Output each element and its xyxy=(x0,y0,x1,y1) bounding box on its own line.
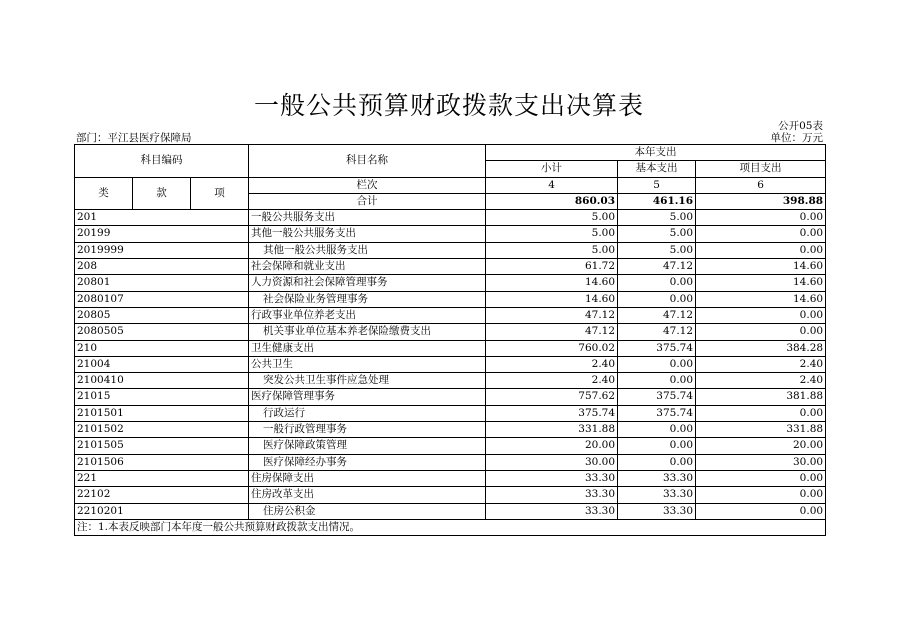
row-code: 201 xyxy=(75,210,249,226)
row-project: 0.00 xyxy=(696,226,826,242)
row-name: 住房公积金 xyxy=(249,503,486,519)
row-code: 221 xyxy=(75,470,249,486)
department-label: 部门：平江县医疗保障局 xyxy=(76,132,192,144)
row-basic: 47.12 xyxy=(618,324,696,340)
row-subtotal: 33.30 xyxy=(486,503,618,519)
row-basic: 0.00 xyxy=(618,356,696,372)
row-basic: 47.12 xyxy=(618,307,696,323)
table-row xyxy=(75,503,826,519)
table-row xyxy=(75,275,826,291)
header-project: 项目支出 xyxy=(696,161,826,177)
row-project: 2.40 xyxy=(696,356,826,372)
row-basic: 0.00 xyxy=(618,438,696,454)
row-name: 一般行政管理事务 xyxy=(249,422,486,438)
row-basic: 375.74 xyxy=(618,340,696,356)
table-footer xyxy=(75,519,826,535)
table-row xyxy=(75,438,826,454)
row-name: 医疗保障政策管理 xyxy=(249,438,486,454)
table-row xyxy=(75,210,826,226)
header-xiang: 项 xyxy=(191,177,249,210)
table-row xyxy=(75,422,826,438)
row-subtotal: 47.12 xyxy=(486,324,618,340)
row-project: 0.00 xyxy=(696,405,826,421)
row-basic: 5.00 xyxy=(618,242,696,258)
row-subtotal: 5.00 xyxy=(486,210,618,226)
page-title: 一般公共预算财政拨款支出决算表 xyxy=(253,91,644,120)
row-subtotal: 20.00 xyxy=(486,438,618,454)
header-basic: 基本支出 xyxy=(618,161,696,177)
table-row xyxy=(75,373,826,389)
header-subtotal: 小计 xyxy=(486,161,618,177)
total-basic: 461.16 xyxy=(618,193,696,209)
row-project: 0.00 xyxy=(696,470,826,486)
row-name: 行政事业单位养老支出 xyxy=(249,307,486,323)
row-name: 行政运行 xyxy=(249,405,486,421)
row-code: 2100410 xyxy=(75,373,249,389)
row-name: 机关事业单位基本养老保险缴费支出 xyxy=(249,324,486,340)
row-basic: 5.00 xyxy=(618,226,696,242)
row-project: 381.88 xyxy=(696,389,826,405)
row-project: 0.00 xyxy=(696,487,826,503)
header-subject-code: 科目编码 xyxy=(75,145,249,178)
table-body xyxy=(75,210,826,520)
row-project: 0.00 xyxy=(696,503,826,519)
row-name: 卫生健康支出 xyxy=(249,340,486,356)
header-col6: 6 xyxy=(696,177,826,193)
header-col5: 5 xyxy=(618,177,696,193)
table-row xyxy=(75,307,826,323)
row-basic: 0.00 xyxy=(618,454,696,470)
row-basic: 5.00 xyxy=(618,210,696,226)
row-subtotal: 5.00 xyxy=(486,226,618,242)
row-project: 30.00 xyxy=(696,454,826,470)
row-name: 住房保障支出 xyxy=(249,470,486,486)
row-project: 0.00 xyxy=(696,210,826,226)
row-name: 社会保险业务管理事务 xyxy=(249,291,486,307)
row-basic: 33.30 xyxy=(618,470,696,486)
row-subtotal: 2.40 xyxy=(486,356,618,372)
row-basic: 47.12 xyxy=(618,259,696,275)
row-code: 2101505 xyxy=(75,438,249,454)
row-subtotal: 33.30 xyxy=(486,487,618,503)
table-note: 注：1.本表反映部门本年度一般公共预算财政拨款支出情况。 xyxy=(75,519,826,535)
row-code: 20805 xyxy=(75,307,249,323)
header-col4: 4 xyxy=(486,177,618,193)
total-project: 398.88 xyxy=(696,193,826,209)
row-basic: 375.74 xyxy=(618,389,696,405)
row-code: 210 xyxy=(75,340,249,356)
row-basic: 0.00 xyxy=(618,291,696,307)
row-name: 突发公共卫生事件应急处理 xyxy=(249,373,486,389)
table-row xyxy=(75,226,826,242)
row-name: 医疗保障经办事务 xyxy=(249,454,486,470)
row-subtotal: 47.12 xyxy=(486,307,618,323)
table-row xyxy=(75,454,826,470)
row-subtotal: 61.72 xyxy=(486,259,618,275)
row-name: 公共卫生 xyxy=(249,356,486,372)
row-code: 2080107 xyxy=(75,291,249,307)
table-row xyxy=(75,340,826,356)
header-column-label: 栏次 xyxy=(249,177,486,193)
row-subtotal: 14.60 xyxy=(486,291,618,307)
table-row xyxy=(75,291,826,307)
total-subtotal: 860.03 xyxy=(486,193,618,209)
row-code: 2210201 xyxy=(75,503,249,519)
row-subtotal: 33.30 xyxy=(486,470,618,486)
row-name: 其他一般公共服务支出 xyxy=(249,226,486,242)
row-code: 21015 xyxy=(75,389,249,405)
row-name: 医疗保障管理事务 xyxy=(249,389,486,405)
row-subtotal: 757.62 xyxy=(486,389,618,405)
row-subtotal: 331.88 xyxy=(486,422,618,438)
row-project: 0.00 xyxy=(696,307,826,323)
table-row xyxy=(75,242,826,258)
row-code: 208 xyxy=(75,259,249,275)
table-row xyxy=(75,470,826,486)
table-row xyxy=(75,487,826,503)
row-project: 384.28 xyxy=(696,340,826,356)
table-row xyxy=(75,259,826,275)
table-row xyxy=(75,405,826,421)
row-code: 20199 xyxy=(75,226,249,242)
row-code: 2101502 xyxy=(75,422,249,438)
row-code: 2101506 xyxy=(75,454,249,470)
row-subtotal: 14.60 xyxy=(486,275,618,291)
table-row xyxy=(75,356,826,372)
row-code: 20801 xyxy=(75,275,249,291)
row-basic: 0.00 xyxy=(618,275,696,291)
row-code: 22102 xyxy=(75,487,249,503)
table-header xyxy=(75,145,826,210)
row-code: 2019999 xyxy=(75,242,249,258)
row-project: 0.00 xyxy=(696,324,826,340)
row-subtotal: 375.74 xyxy=(486,405,618,421)
row-subtotal: 5.00 xyxy=(486,242,618,258)
row-subtotal: 760.02 xyxy=(486,340,618,356)
header-subject-name: 科目名称 xyxy=(249,145,486,178)
row-name: 住房改革支出 xyxy=(249,487,486,503)
row-name: 一般公共服务支出 xyxy=(249,210,486,226)
row-project: 14.60 xyxy=(696,259,826,275)
row-project: 14.60 xyxy=(696,291,826,307)
row-subtotal: 2.40 xyxy=(486,373,618,389)
table-row xyxy=(75,324,826,340)
row-basic: 375.74 xyxy=(618,405,696,421)
row-basic: 0.00 xyxy=(618,373,696,389)
row-subtotal: 30.00 xyxy=(486,454,618,470)
row-code: 2101501 xyxy=(75,405,249,421)
row-project: 331.88 xyxy=(696,422,826,438)
row-basic: 0.00 xyxy=(618,422,696,438)
row-project: 0.00 xyxy=(696,242,826,258)
table-row xyxy=(75,389,826,405)
row-name: 社会保障和就业支出 xyxy=(249,259,486,275)
total-label: 合计 xyxy=(249,193,486,209)
form-number: 公开05表 xyxy=(778,120,823,132)
unit-label: 单位：万元 xyxy=(770,132,823,144)
header-kuan: 款 xyxy=(133,177,191,210)
row-code: 2080505 xyxy=(75,324,249,340)
row-project: 2.40 xyxy=(696,373,826,389)
row-project: 20.00 xyxy=(696,438,826,454)
header-lei: 类 xyxy=(75,177,133,210)
header-current-year: 本年支出 xyxy=(486,145,826,161)
row-basic: 33.30 xyxy=(618,503,696,519)
row-basic: 33.30 xyxy=(618,487,696,503)
row-name: 其他一般公共服务支出 xyxy=(249,242,486,258)
row-project: 14.60 xyxy=(696,275,826,291)
row-name: 人力资源和社会保障管理事务 xyxy=(249,275,486,291)
expenditure-table xyxy=(74,144,826,536)
row-code: 21004 xyxy=(75,356,249,372)
